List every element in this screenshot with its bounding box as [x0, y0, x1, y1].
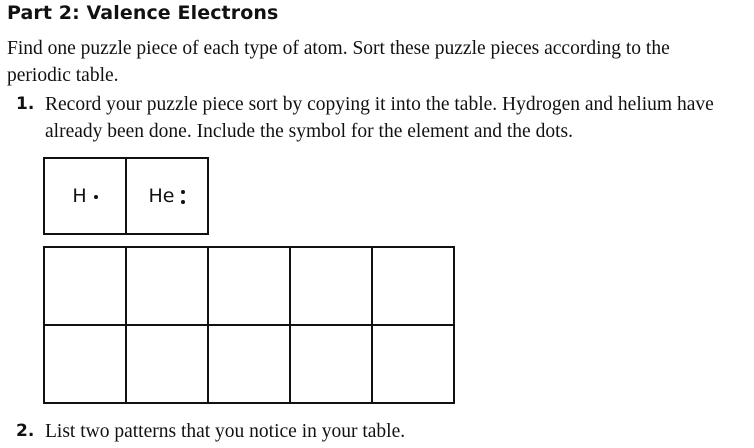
electron-dot	[94, 195, 98, 199]
grid-cell[interactable]	[290, 325, 372, 403]
element-symbol: He	[148, 185, 175, 207]
grid-cell[interactable]	[208, 247, 290, 325]
element-symbol: H	[72, 185, 87, 207]
electron-dots	[94, 195, 98, 199]
grid-cell[interactable]	[372, 325, 454, 403]
electron-dot	[181, 190, 185, 194]
grid-cell[interactable]	[44, 325, 126, 403]
grid-cell[interactable]	[44, 247, 126, 325]
grid-cell[interactable]	[290, 247, 372, 325]
grid-cell[interactable]	[208, 325, 290, 403]
cell-hydrogen	[44, 158, 126, 234]
grid-row	[44, 325, 454, 403]
question-text: Record your puzzle piece sort by copying it into the table. Hydrogen and helium have already been done. Include the symbol for the element and the dots.	[45, 94, 714, 142]
question-number: 2.	[16, 421, 35, 441]
electron-dots	[181, 190, 185, 204]
h-he-table	[43, 157, 209, 235]
question-number: 1.	[16, 94, 35, 114]
intro-paragraph: Find one puzzle piece of each type of atom. Sort these puzzle pieces according to the periodic table.	[7, 38, 670, 86]
grid-cell[interactable]	[372, 247, 454, 325]
cell-helium	[126, 158, 208, 234]
section-heading: Part 2: Valence Electrons	[7, 2, 279, 24]
electron-dot	[181, 200, 185, 204]
element-sort-grid	[43, 246, 455, 404]
grid-row	[44, 247, 454, 325]
grid-cell[interactable]	[126, 325, 208, 403]
grid-cell[interactable]	[126, 247, 208, 325]
question-text: List two patterns that you notice in your table.	[45, 421, 406, 442]
